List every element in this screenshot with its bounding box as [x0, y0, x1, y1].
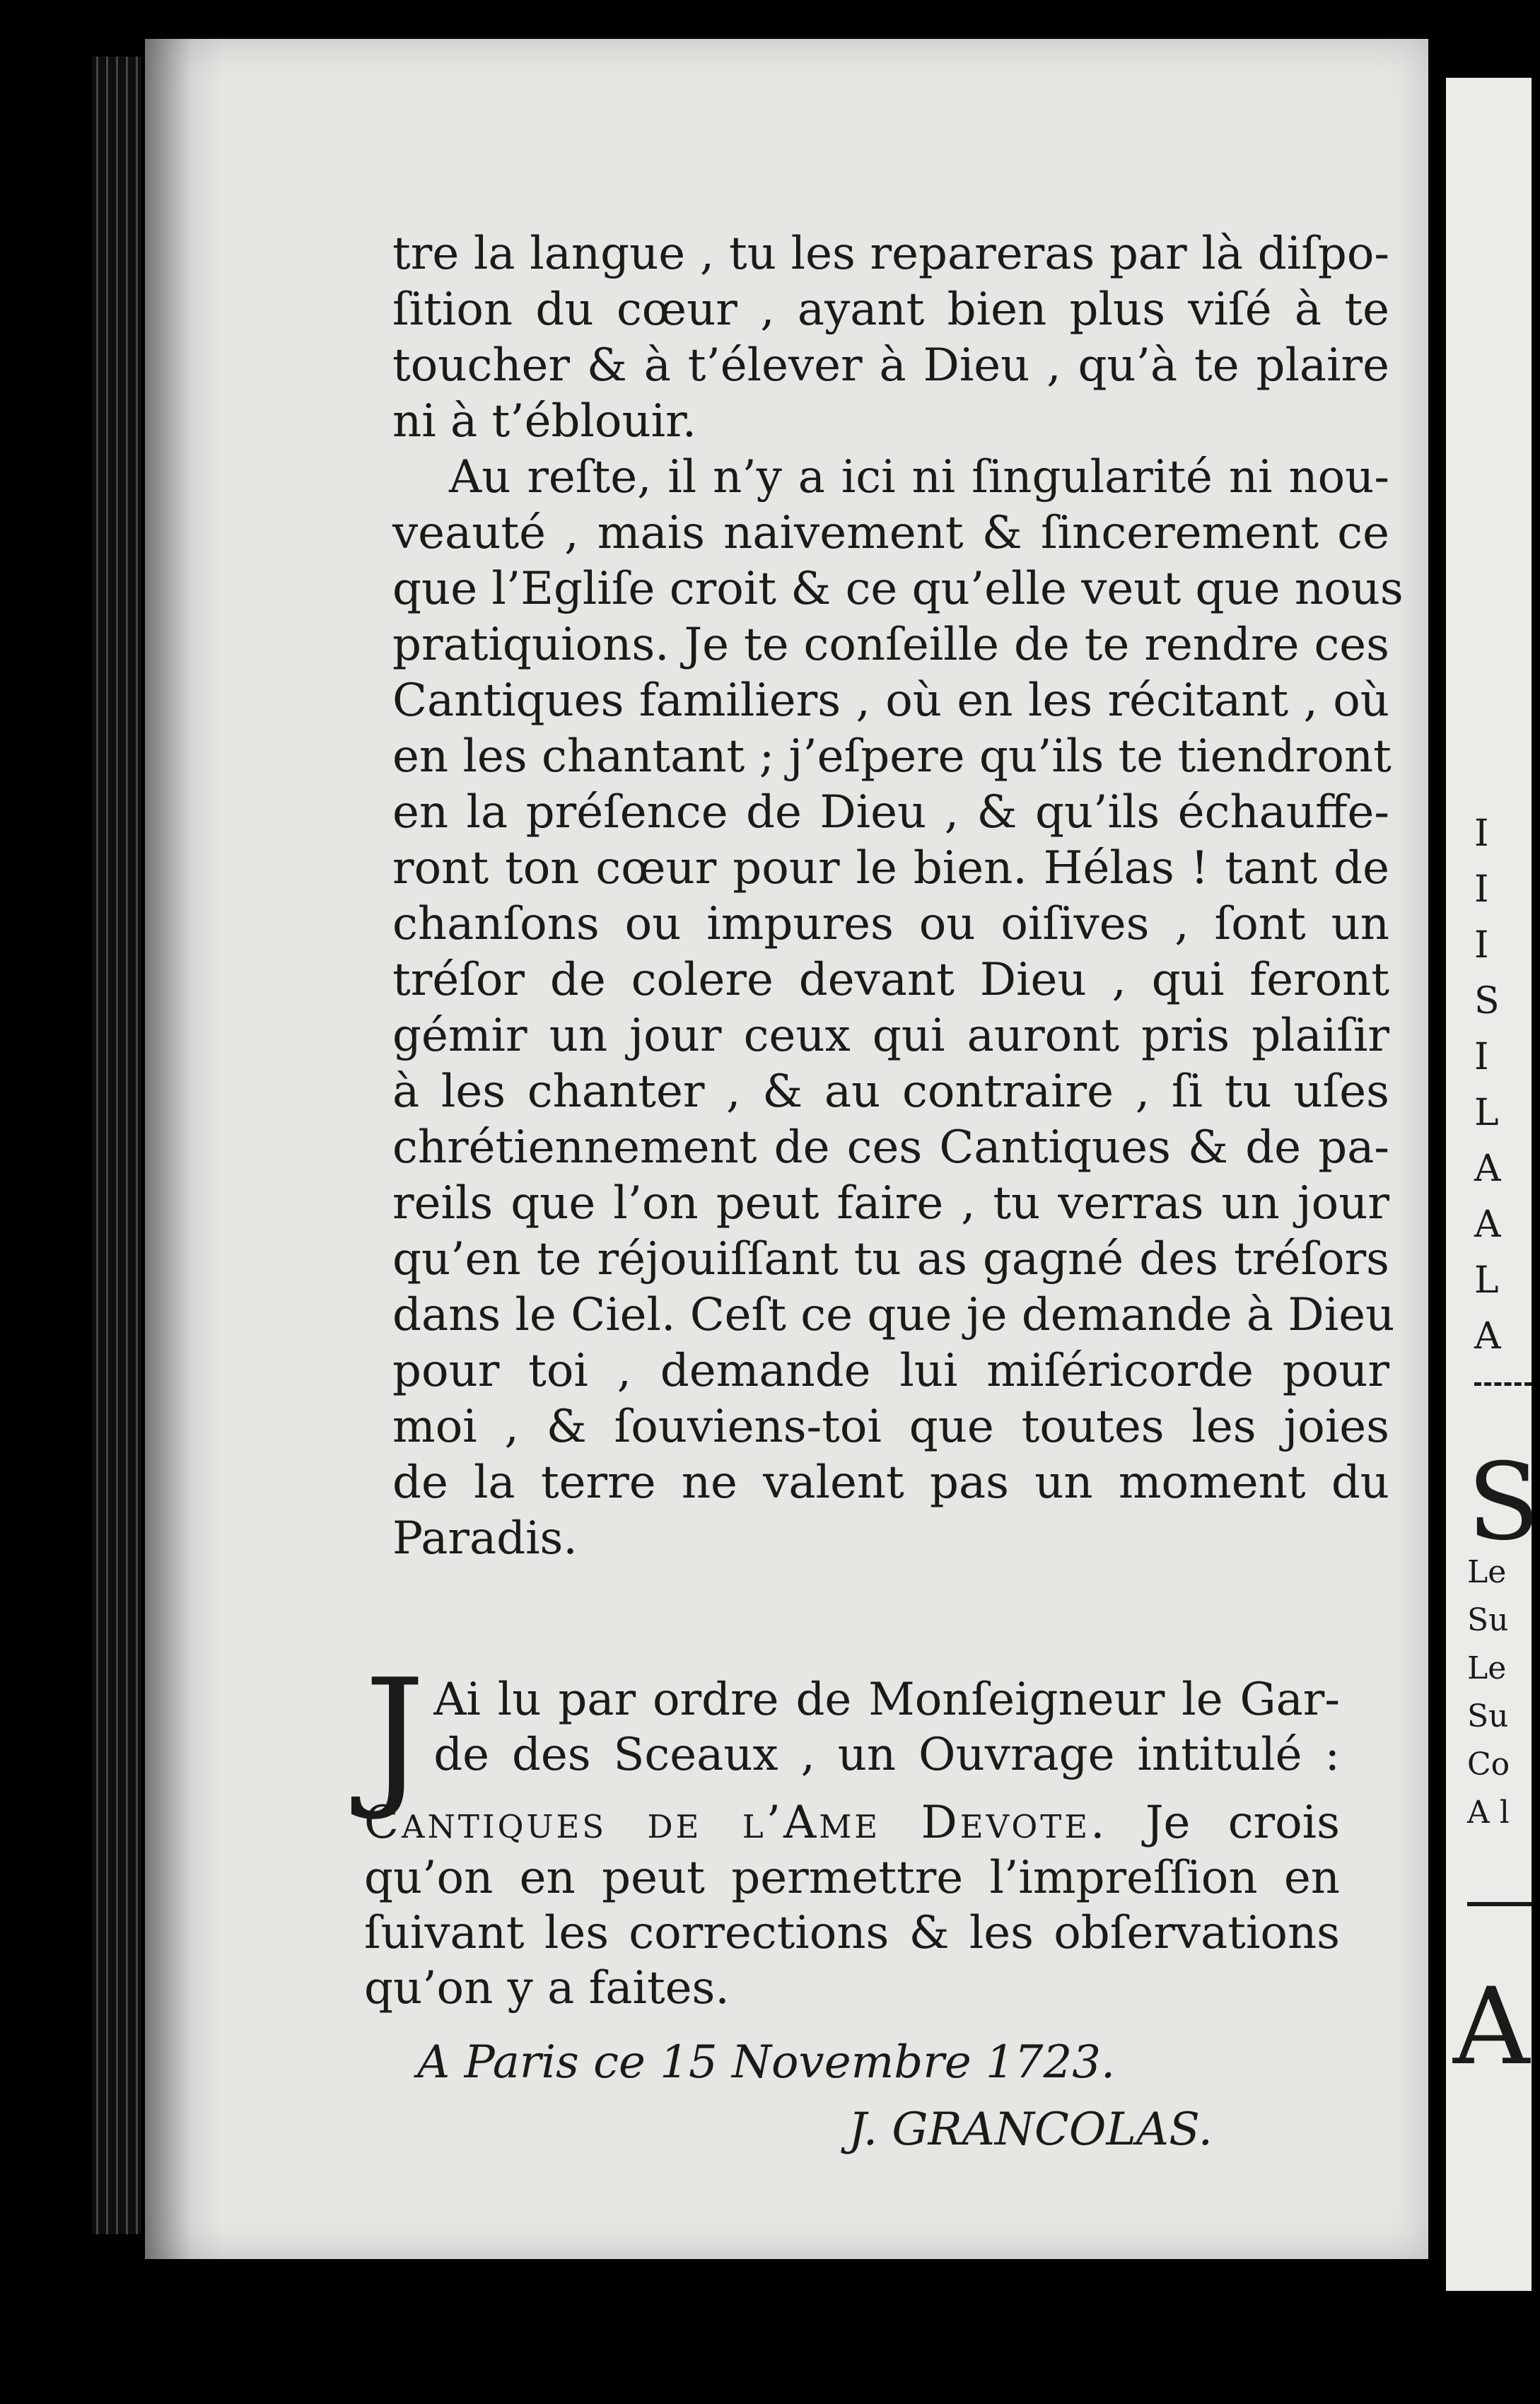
- text-line: ront ton cœur pour le bien. Hélas ! tant de: [392, 842, 1389, 894]
- margin-letter: I: [1474, 1036, 1489, 1078]
- text-line: ni à t’éblouir.: [392, 395, 697, 448]
- right-page-bottom-letter: A: [1453, 1966, 1530, 2089]
- approbation-signature: J. GRANCOLAS.: [848, 2104, 1213, 2156]
- margin-letter: I: [1474, 924, 1489, 967]
- preface-text: [392, 226, 1404, 1567]
- paragraph-2: [392, 450, 1404, 1567]
- right-page-dashed-rule: [1474, 1382, 1532, 1386]
- gutter-shadow: [145, 39, 223, 2259]
- margin-letter: L: [1474, 1259, 1499, 1302]
- text-line: chrétiennement de ces Cantiques & de pa-: [392, 1121, 1389, 1174]
- text-line: Cantiques familiers , où en les récitant , où: [392, 675, 1389, 727]
- text-line: Au reſte, il n’y a ici ni ſingularité ni nou-: [449, 451, 1389, 503]
- margin-fragment: Su: [1467, 1698, 1509, 1734]
- text-line: qu’on en peut permettre l’impreſſion en: [364, 1852, 1340, 1904]
- right-page-small-lines: [1467, 1548, 1540, 1837]
- margin-letter: A: [1474, 1315, 1501, 1358]
- text-line: veauté , mais naivement & ſincerement ce: [392, 507, 1389, 559]
- right-page-margin-letters: [1474, 806, 1501, 1365]
- text-line: reils que l’on peut faire , tu verras un jour: [392, 1177, 1389, 1230]
- text-line: pour toi , demande lui miſéricorde pour: [392, 1345, 1389, 1397]
- text-line: ſition du cœur , ayant bien plus viſé à te: [392, 284, 1389, 336]
- margin-fragment: Co: [1467, 1746, 1510, 1782]
- text-line: que l’Egliſe croit & ce qu’elle veut que nous: [392, 563, 1404, 615]
- margin-fragment: Su: [1467, 1602, 1509, 1638]
- text-line: ſuivant les corrections & les obſervations: [364, 1907, 1340, 1959]
- margin-fragment: Le: [1467, 1554, 1507, 1590]
- margin-fragment: Le: [1467, 1650, 1507, 1686]
- text-line: chanſons ou impures ou oiſives , ſont un: [392, 898, 1389, 950]
- text-line: Ai lu par ordre de Monſeigneur le Gar-: [433, 1674, 1340, 1726]
- text-line: tréſor de colere devant Dieu , qui feront: [392, 954, 1389, 1006]
- margin-letter: I: [1474, 812, 1489, 855]
- text-line: de la terre ne valent pas un moment du: [392, 1457, 1389, 1509]
- approbation-date: A Paris ce 15 Novembre 1723.: [417, 2036, 1116, 2089]
- text-line: qu’en te réjouiſſant tu as gagné des tréſors: [392, 1233, 1389, 1285]
- paragraph-1: [392, 226, 1389, 450]
- text-line: à les chanter , & au contraire , ſi tu uſes: [392, 1066, 1389, 1118]
- margin-letter: I: [1474, 868, 1489, 911]
- text-line: dans le Ciel. Ceſt ce que je demande à Dieu: [392, 1289, 1395, 1341]
- right-page-lower-block: [1467, 1441, 1540, 1837]
- page-edges: [92, 57, 141, 2234]
- text-line: qu’on y a faites.: [364, 1962, 730, 2014]
- text-line: pratiquions. Je te conſeille de te rendre ces: [392, 619, 1389, 671]
- margin-fragment: A l: [1467, 1795, 1510, 1831]
- text-line: en les chantant ; j’eſpere qu’ils te tiendront: [392, 730, 1392, 783]
- book-title: Cantiques de l’Ame Devote.: [364, 1797, 1108, 1849]
- right-page-rule: [1467, 1902, 1532, 1906]
- text-fragment: Je crois: [1145, 1797, 1340, 1849]
- text-line: moi , & ſouviens-toi que toutes les joies: [392, 1401, 1389, 1453]
- text-line: gémir un jour ceux qui auront pris plaiſir: [392, 1010, 1389, 1062]
- text-line: toucher & à t’élever à Dieu , qu’à te plaire: [392, 339, 1389, 392]
- margin-letter: A: [1474, 1203, 1501, 1246]
- right-page-big-letter: S: [1467, 1441, 1540, 1564]
- text-line: en la préſence de Dieu , & qu’ils échauffe-: [392, 786, 1389, 839]
- margin-letter: S: [1474, 980, 1500, 1022]
- text-line: Paradis.: [392, 1512, 578, 1565]
- margin-letter: L: [1474, 1092, 1499, 1134]
- text-line: tre la langue , tu les repareras par là diſpo-: [392, 228, 1389, 280]
- approbation-block: [364, 1646, 1340, 2016]
- margin-letter: A: [1474, 1148, 1501, 1190]
- drop-cap: J: [364, 1646, 426, 1824]
- text-line: de des Sceaux , un Ouvrage intitulé :: [433, 1729, 1340, 1781]
- text-line: [364, 1795, 1340, 1850]
